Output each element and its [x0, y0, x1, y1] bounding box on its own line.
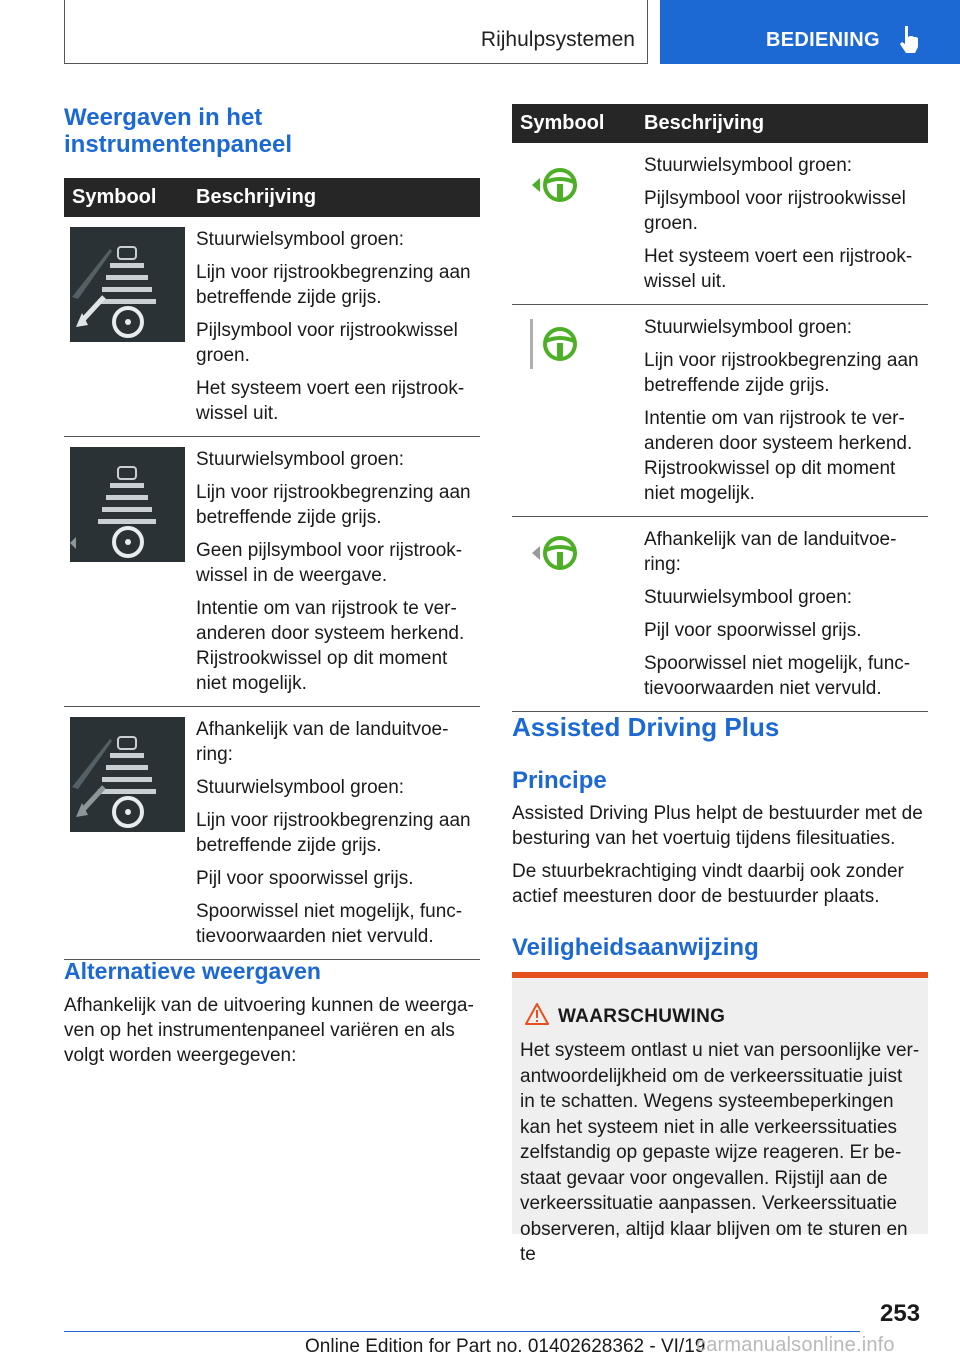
- principe-heading: Principe: [512, 767, 607, 794]
- steering-wheel-arrow-grey-icon: [520, 533, 610, 573]
- row-description: [188, 217, 480, 437]
- table-row: [512, 143, 928, 305]
- steering-wheel-arrow-green-icon: [520, 165, 610, 205]
- principe-paragraph-2: De stuurbekrachtiging vindt daarbij ook zonder actief meesturen door de bestuurder plaats.: [512, 861, 904, 907]
- lane-change-display-icon: [70, 227, 185, 342]
- desc-line: Spoorwissel niet mogelijk, functievoorwaarden niet vervuld.: [196, 901, 463, 947]
- table-row: [512, 305, 928, 517]
- steering-wheel-lane-line-icon: [520, 319, 610, 369]
- desc-line: Pijlsymbool voor rijstrookwissel groen.: [644, 188, 906, 234]
- desc-line: Lijn voor rijstrookbegrenzing aan betreffende zijde grijs.: [196, 810, 471, 856]
- footer-divider: [64, 1331, 860, 1332]
- left-symbol-table: [64, 178, 480, 960]
- section-heading-assisted-driving: Assisted Driving Plus: [512, 712, 780, 742]
- watermark: carmanualsonline.info: [696, 1334, 895, 1356]
- col-header-symbol: Symbool: [64, 178, 188, 217]
- desc-line: Intentie om van rijstrook te veranderen door systeem herkend. Rijstrookwissel op dit moment niet mogelijk.: [196, 598, 465, 694]
- table-row: [64, 217, 480, 437]
- desc-line: Het systeem voert een rijstrookwissel uit.: [644, 246, 913, 292]
- header-section-box: [64, 0, 648, 64]
- desc-line: Geen pijlsymbool voor rijstrookwissel in de weergave.: [196, 540, 463, 586]
- row-description: [636, 517, 928, 712]
- row-description: [636, 305, 928, 517]
- table-row: [64, 707, 480, 960]
- warning-box: [512, 972, 928, 1265]
- safety-heading: Veiligheidsaanwijzing: [512, 934, 759, 961]
- table-row: [512, 517, 928, 712]
- left-heading: Weergaven in het instrumentenpaneel: [64, 104, 293, 158]
- col-header-symbol: Symbool: [512, 104, 636, 143]
- col-header-description: Beschrijving: [636, 104, 928, 143]
- desc-line: Afhankelijk van de landuitvoering:: [196, 719, 449, 765]
- alt-text: Afhankelijk van de uitvoering kunnen de weergaven op het instrumentenpaneel variëren en als volgt worden weergegeven:: [64, 995, 474, 1066]
- page-number: 253: [880, 1300, 921, 1327]
- desc-line: Pijlsymbool voor rijstrookwissel groen.: [196, 320, 458, 366]
- desc-line: Stuurwielsymbool groen:: [196, 229, 405, 250]
- hand-pointer-icon: [896, 24, 922, 54]
- warning-triangle-icon: [524, 1002, 550, 1026]
- desc-line: Lijn voor rijstrookbegrenzing aan betreffende zijde grijs.: [196, 482, 471, 528]
- desc-line: Intentie om van rijstrook te veranderen door systeem herkend. Rijstrookwissel op dit moment niet mogelijk.: [644, 408, 913, 504]
- warning-text: Het systeem ontlast u niet van persoonlijke verantwoordelijkheid om de verkeerssituatie juist in te schatten. Wegens systeembeperkingen kan het systeem niet in alle verkeerssituaties zelfstandig op gepaste wijze reageren. Er bestaat gevaar voor ongevallen. Rijstijl aan de verkeerssituatie aanpassen. Verkeerssituatie observeren, altijd klaar blijven om te sturen en te: [520, 1040, 920, 1265]
- desc-line: Stuurwielsymbool groen:: [644, 317, 853, 338]
- chapter-label: BEDIENING: [766, 29, 880, 51]
- desc-line: Het systeem voert een rijstrookwissel uit.: [196, 378, 465, 424]
- desc-line: Pijl voor spoorwissel grijs.: [644, 620, 862, 641]
- principe-paragraph-1: Assisted Driving Plus helpt de bestuurder met de besturing van het voertuig tijdens filesituaties.: [512, 803, 923, 849]
- col-header-description: Beschrijving: [188, 178, 480, 217]
- desc-line: Stuurwielsymbool groen:: [644, 155, 853, 176]
- desc-line: Lijn voor rijstrookbegrenzing aan betreffende zijde grijs.: [196, 262, 471, 308]
- row-description: [188, 707, 480, 960]
- warning-title: WAARSCHUWING: [558, 1006, 726, 1027]
- desc-line: Lijn voor rijstrookbegrenzing aan betreffende zijde grijs.: [644, 350, 919, 396]
- section-title: Rijhulpsystemen: [480, 28, 635, 51]
- table-row: [64, 437, 480, 707]
- lane-intent-display-icon: [70, 447, 185, 562]
- row-description: [188, 437, 480, 707]
- lane-change-blocked-display-icon: [70, 717, 185, 832]
- right-symbol-table: [512, 104, 928, 712]
- desc-line: Pijl voor spoorwissel grijs.: [196, 868, 414, 889]
- desc-line: Stuurwielsymbool groen:: [196, 449, 405, 470]
- footer-edition: Online Edition for Part no. 01402628362 - VI/19: [305, 1336, 706, 1357]
- desc-line: Stuurwielsymbool groen:: [196, 777, 405, 798]
- alt-heading: Alternatieve weergaven: [64, 958, 321, 984]
- row-description: [636, 143, 928, 305]
- desc-line: Stuurwielsymbool groen:: [644, 587, 853, 608]
- chapter-tab[interactable]: [660, 0, 960, 64]
- desc-line: Afhankelijk van de landuitvoering:: [644, 529, 897, 575]
- desc-line: Spoorwissel niet mogelijk, functievoorwaarden niet vervuld.: [644, 653, 911, 699]
